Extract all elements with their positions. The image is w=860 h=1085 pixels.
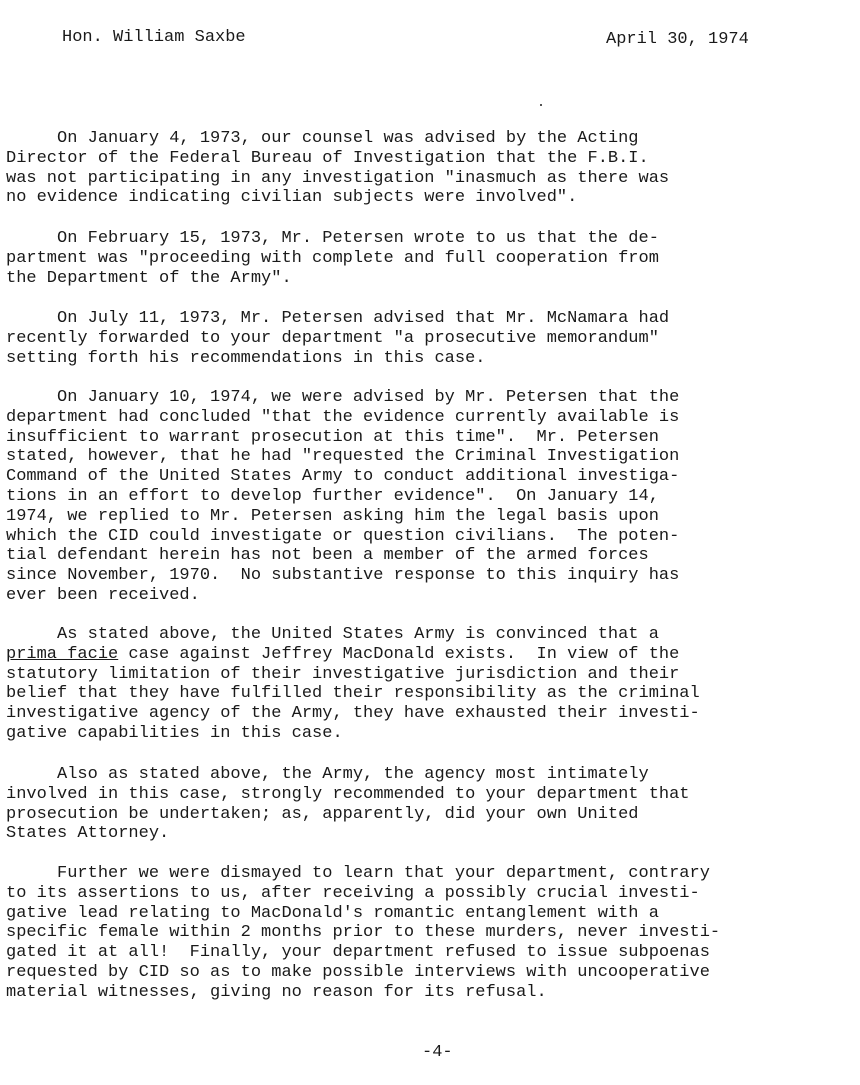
recipient-header: Hon. William Saxbe [62, 28, 246, 47]
text-line: partment was "proceeding with complete and full cooperation from [6, 248, 659, 268]
text-line: investigative agency of the Army, they have exhausted their investi- [6, 704, 700, 724]
text-line: tions in an effort to develop further evidence". On January 14, [6, 486, 659, 506]
text-line: the Department of the Army". [6, 268, 292, 288]
text-line: setting forth his recommendations in this case. [6, 348, 486, 368]
text-line: material witnesses, giving no reason for its refusal. [6, 982, 547, 1002]
page-number: -4- [422, 1043, 453, 1062]
paragraph-petersen-cooperation [6, 229, 856, 288]
paragraph-fbi-advice [6, 129, 856, 208]
text-line: which the CID could investigate or question civilians. The poten- [6, 526, 680, 546]
text-line: to its assertions to us, after receiving a possibly crucial investi- [6, 883, 700, 903]
text-line: recently forwarded to your department "a prosecutive memorandum" [6, 328, 659, 348]
text-line: On January 10, 1974, we were advised by Mr. Petersen that the [6, 388, 680, 407]
text-line: prosecution be undertaken; as, apparently, did your own United [6, 804, 639, 824]
text-line: stated, however, that he had "requested the Criminal Investigation [6, 447, 680, 467]
text-line: belief that they have fulfilled their responsibility as the criminal [6, 684, 700, 704]
text-line: involved in this case, strongly recommended to your department that [6, 784, 690, 804]
text-line: Director of the Federal Bureau of Investigation that the F.B.I. [6, 148, 649, 168]
text-line: ever been received. [6, 585, 200, 605]
text-fragment: case against Jeffrey MacDonald exists. In view of the [118, 644, 680, 664]
scan-speck [540, 104, 542, 106]
text-line: insufficient to warrant prosecution at this time". Mr. Petersen [6, 427, 659, 447]
text-line: department had concluded "that the evidence currently available is [6, 407, 680, 427]
text-line: specific female within 2 months prior to these murders, never investi- [6, 923, 721, 943]
text-line: since November, 1970. No substantive response to this inquiry has [6, 566, 680, 586]
text-line: gative lead relating to MacDonald's romantic entanglement with a [6, 903, 659, 923]
text-line-with-underline [6, 645, 856, 665]
text-line: Command of the United States Army to conduct additional investiga- [6, 467, 680, 487]
text-line: gative capabilities in this case. [6, 723, 343, 743]
text-line: statutory limitation of their investigative jurisdiction and their [6, 664, 680, 684]
text-line: no evidence indicating civilian subjects were involved". [6, 188, 578, 208]
text-line: tial defendant herein has not been a member of the armed forces [6, 546, 649, 566]
paragraph-prima-facie-case [6, 625, 856, 744]
text-line: Also as stated above, the Army, the agency most intimately [6, 765, 649, 784]
text-line: As stated above, the United States Army is convinced that a [6, 625, 659, 644]
text-line: Further we were dismayed to learn that your department, contrary [6, 864, 710, 883]
paragraph-investigative-lead [6, 864, 856, 1003]
paragraph-prosecutive-memorandum [6, 309, 856, 368]
text-line: requested by CID so as to make possible interviews with uncooperative [6, 962, 710, 982]
text-line: was not participating in any investigation "inasmuch as there was [6, 168, 670, 188]
paragraph-army-recommendation [6, 765, 856, 844]
text-line: On February 15, 1973, Mr. Petersen wrote to us that the de- [6, 229, 659, 248]
text-line: On July 11, 1973, Mr. Petersen advised that Mr. McNamara had [6, 309, 670, 328]
letter-date: April 30, 1974 [606, 30, 749, 49]
text-line: On January 4, 1973, our counsel was advised by the Acting [6, 129, 639, 148]
text-line: States Attorney. [6, 824, 170, 844]
underlined-term: prima facie [6, 644, 119, 664]
paragraph-insufficient-evidence [6, 388, 856, 606]
text-line: gated it at all! Finally, your department refused to issue subpoenas [6, 943, 710, 963]
text-line: 1974, we replied to Mr. Petersen asking him the legal basis upon [6, 506, 659, 526]
